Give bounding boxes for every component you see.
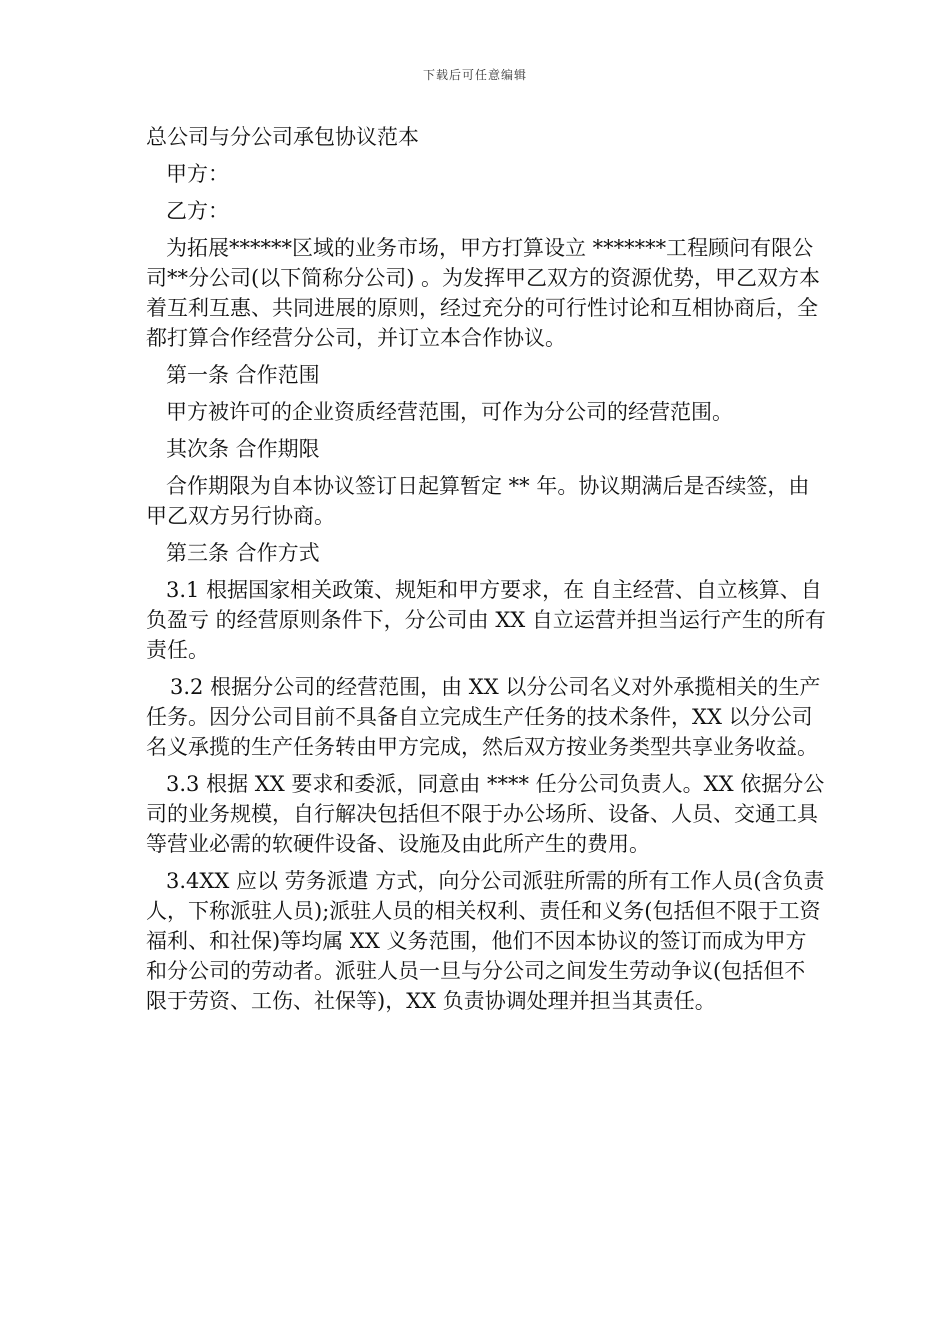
article-1-body: 甲方被许可的企业资质经营范围，可作为分公司的经营范围。: [166, 400, 733, 424]
page-header: 下载后可任意编辑: [422, 68, 527, 82]
article-3-heading: 第三条 合作方式: [166, 541, 320, 565]
preamble-paragraph: 为拓展******区域的业务市场，甲方打算设立 *******工程顾问有限公司**分公司(以下简称分公司) 。为发挥甲乙双方的资源优势，甲乙双方本着互利互惠、共同进展的原则，经过充分的可行性讨论和互相协商后，全都打算合作经营分公司，并订立本合作协议。: [146, 236, 821, 350]
clause-3-4: 3.4XX 应以 劳务派遣 方式，向分公司派驻所需的所有工作人员(含负责人，下称派驻人员);派驻人员的相关权利、责任和义务(包括但不限于工资福利、和社保)等均属 XX 义务范围，他们不因本协议的签订而成为甲方和分公司的劳动者。派驻人员一旦与分公司之间发生劳动争议(包括但不限于劳资、工伤、社保等)，XX 负责协调处理并担当其责任。: [146, 869, 825, 1013]
party-a-label: 甲方：: [166, 162, 229, 186]
document-title: 总公司与分公司承包协议范本: [146, 125, 419, 149]
article-1-heading: 第一条 合作范围: [166, 363, 320, 387]
party-b-label: 乙方：: [166, 199, 229, 223]
clause-3-2: 3.2 根据分公司的经营范围，由 XX 以分公司名义对外承揽相关的生产任务。因分公司目前不具备自立完成生产任务的技术条件，XX 以分公司名义承揽的生产任务转由甲方完成，然后双方按业务类型共享业务收益。: [146, 675, 821, 759]
article-2-heading: 其次条 合作期限: [166, 437, 320, 461]
clause-3-3: 3.3 根据 XX 要求和委派，同意由 **** 任分公司负责人。XX 依据分公司的业务规模，自行解决包括但不限于办公场所、设备、人员、交通工具等营业必需的软硬件设备、设施及由此所产生的费用。: [146, 772, 825, 856]
clause-3-1: 3.1 根据国家相关政策、规矩和甲方要求，在 自主经营、自立核算、自负盈亏 的经营原则条件下，分公司由 XX 自立运营并担当运行产生的所有责任。: [146, 578, 826, 662]
document-body: [146, 122, 826, 1023]
article-2-body: 合作期限为自本协议签订日起算暂定 ** 年。协议期满后是否续签，由甲乙双方另行协商。: [146, 474, 810, 528]
